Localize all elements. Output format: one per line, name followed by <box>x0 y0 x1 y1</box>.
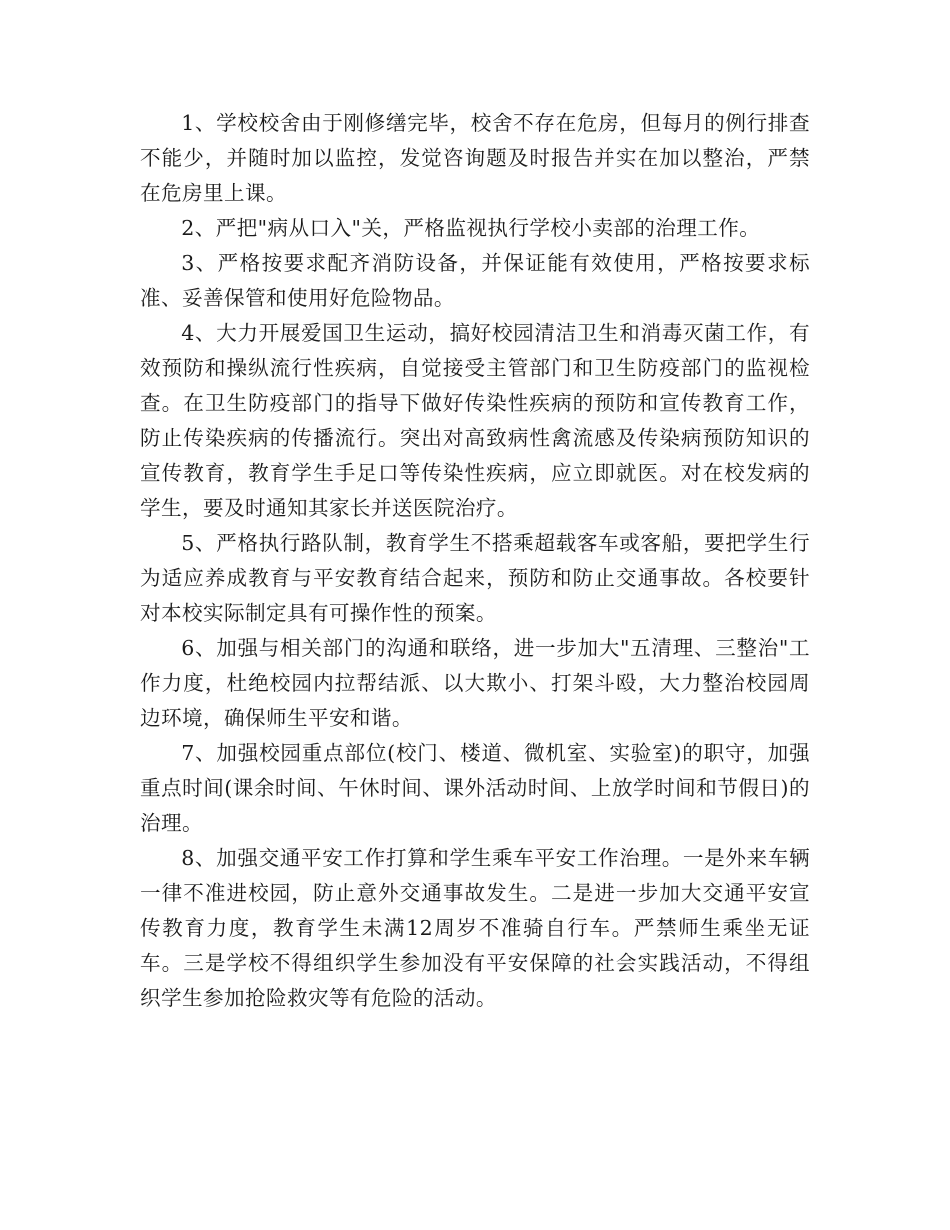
paragraph-7: 7、加强校园重点部位(校门、楼道、微机室、实验室)的职守，加强重点时间(课余时间、午休时间、课外活动时间、上放学时间和节假日)的治理。 <box>140 741 810 835</box>
paragraph-4: 4、大力开展爱国卫生运动，搞好校园清洁卫生和消毒灭菌工作，有效预防和操纵流行性疾病，自觉接受主管部门和卫生防疫部门的监视检查。在卫生防疫部门的指导下做好传染性疾病的预防和宣传教育工作，防止传染疾病的传播流行。突出对高致病性禽流感及传染病预防知识的宣传教育，教育学生手足口等传染性疾病，应立即就医。对在校发病的学生，要及时通知其家长并送医院治疗。 <box>140 321 810 520</box>
paragraph-5: 5、严格执行路队制，教育学生不搭乘超载客车或客船，要把学生行为适应养成教育与平安教育结合起来，预防和防止交通事故。各校要针对本校实际制定具有可操作性的预案。 <box>140 531 810 625</box>
paragraph-2: 2、严把"病从口入"关，严格监视执行学校小卖部的治理工作。 <box>181 216 761 240</box>
paragraph-6: 6、加强与相关部门的沟通和联络，进一步加大"五清理、三整治"工作力度，杜绝校园内拉帮结派、以大欺小、打架斗殴，大力整治校园周边环境，确保师生平安和谐。 <box>140 636 810 730</box>
paragraph-1: 1、学校校舍由于刚修缮完毕，校舍不存在危房，但每月的例行排查不能少，并随时加以监控，发觉咨询题及时报告并实在加以整治，严禁在危房里上课。 <box>140 111 810 205</box>
paragraph-3: 3、严格按要求配齐消防设备，并保证能有效使用，严格按要求标准、妥善保管和使用好危险物品。 <box>140 251 810 310</box>
paragraph-8: 8、加强交通平安工作打算和学生乘车平安工作治理。一是外来车辆一律不准进校园，防止意外交通事故发生。二是进一步加大交通平安宣传教育力度，教育学生未满12周岁不准骑自行车。严禁师生乘坐无证车。三是学校不得组织学生参加没有平安保障的社会实践活动，不得组织学生参加抢险救灾等有危险的活动。 <box>140 846 810 1010</box>
